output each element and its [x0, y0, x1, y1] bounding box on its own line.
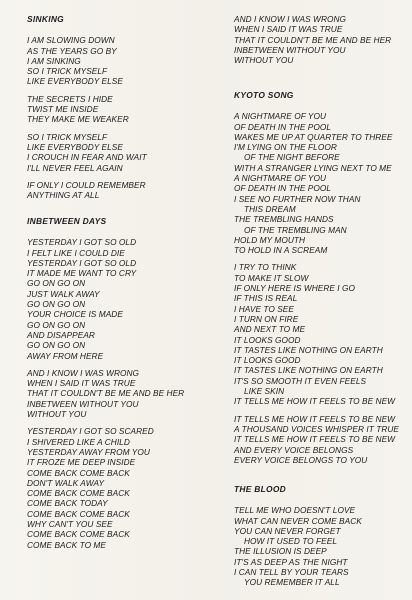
- lyric-line: LIKE SKIN: [244, 386, 285, 397]
- lyric-line: DON'T WALK AWAY: [27, 477, 105, 488]
- lyric-line: EVERY VOICE BELONGS TO YOU: [234, 454, 368, 465]
- lyric-line: IF ONLY I COULD REMEMBER: [27, 179, 146, 190]
- lyric-line: IT LOOKS GOOD: [234, 355, 301, 366]
- lyric-line: YOU CAN NEVER FORGET: [234, 525, 341, 536]
- lyric-line: IT TASTES LIKE NOTHING ON EARTH: [234, 365, 383, 376]
- lyric-line: AS THE YEARS GO BY: [27, 45, 117, 56]
- lyric-line: TO HOLD IN A SCREAM: [234, 245, 328, 256]
- lyric-line: A NIGHTMARE OF YOU: [234, 173, 327, 184]
- stanza: [234, 414, 399, 465]
- song-kyoto-song: [234, 90, 399, 472]
- lyric-line: THAT IT COULDN'T BE ME AND BE HER: [27, 388, 185, 399]
- lyric-line: COME BACK COME BACK: [27, 467, 130, 478]
- lyric-line: AND I KNOW I WAS WRONG: [234, 14, 347, 24]
- lyric-line: I'M LYING ON THE FLOOR: [234, 142, 337, 153]
- lyric-line: ANYTHING AT ALL: [27, 190, 100, 201]
- lyric-line: IT'S AS DEEP AS THE NIGHT: [234, 556, 348, 567]
- lyric-line: I CAN TELL BY YOUR TEARS: [234, 567, 349, 578]
- lyric-line: YESTERDAY I GOT SO SCARED: [27, 426, 154, 437]
- lyric-line: HOLD MY MOUTH: [234, 234, 306, 245]
- lyric-line: OF DEATH IN THE POOL: [234, 183, 332, 194]
- lyric-line: SO I TRICK MYSELF: [27, 131, 108, 142]
- lyric-line: IF ONLY HERE IS WHERE I GO: [234, 283, 356, 294]
- lyric-line: GO ON GO ON: [27, 299, 86, 310]
- lyric-line: WHEN I SAID IT WAS TRUE: [27, 378, 136, 389]
- stanza: [27, 180, 147, 201]
- stanza: [234, 262, 399, 406]
- lyric-line: YESTERDAY I GOT SO OLD: [27, 237, 137, 248]
- lyric-line: AND I KNOW I WAS WRONG: [27, 367, 140, 378]
- lyric-line: I'LL NEVER FEEL AGAIN: [27, 162, 123, 173]
- lyric-line: OF THE TREMBLING MAN: [244, 224, 347, 235]
- lyric-line: IT MADE ME WANT TO CRY: [27, 268, 137, 279]
- lyric-line: IT TASTES LIKE NOTHING ON EARTH: [234, 344, 383, 355]
- lyric-line: INBETWEEN WITHOUT YOU: [234, 44, 346, 55]
- lyric-line: YOUR CHOICE IS MADE: [27, 309, 123, 320]
- lyric-line: TWIST ME INSIDE: [27, 104, 99, 115]
- lyric-line: WHEN I SAID IT WAS TRUE: [234, 24, 343, 35]
- lyric-line: INBETWEEN WITHOUT YOU: [27, 398, 139, 409]
- lyric-line: YOU REMEMBER IT ALL: [244, 577, 340, 588]
- song-inbetween-days: [27, 216, 184, 557]
- lyric-line: THE SECRETS I HIDE: [27, 93, 113, 104]
- stanza: [27, 35, 147, 86]
- lyric-line: LIKE EVERYBODY ELSE: [27, 76, 123, 87]
- song-title: THE BLOOD: [234, 484, 287, 494]
- lyric-line: COME BACK COME BACK: [27, 488, 130, 499]
- stanza: [27, 94, 147, 125]
- lyric-line: LIKE EVERYBODY ELSE: [27, 141, 123, 152]
- lyric-line: COME BACK COME BACK: [27, 508, 130, 519]
- lyric-line: I HAVE TO SEE: [234, 303, 294, 314]
- lyric-line: IT TELLS ME HOW IT FEELS TO BE NEW: [234, 396, 396, 407]
- lyric-line: I CROUCH IN FEAR AND WAIT: [27, 152, 147, 163]
- lyric-line: OF THE NIGHT BEFORE: [244, 152, 340, 163]
- lyric-line: IT FROZE ME DEEP INSIDE: [27, 457, 136, 468]
- lyric-line: AND DISAPPEAR: [27, 329, 95, 340]
- lyric-line: AND NEXT TO ME: [234, 324, 306, 335]
- lyric-line: SO I TRICK MYSELF: [27, 66, 108, 77]
- lyric-line: COME BACK TODAY: [27, 498, 108, 509]
- lyric-line: I AM SINKING: [27, 55, 81, 66]
- lyric-line: WHAT CAN NEVER COME BACK: [234, 515, 362, 526]
- lyric-line: OF DEATH IN THE POOL: [234, 121, 332, 132]
- lyric-line: IF THIS IS REAL: [234, 293, 298, 304]
- lyric-line: AND EVERY VOICE BELONGS: [234, 444, 354, 455]
- lyric-line: IT TELLS ME HOW IT FEELS TO BE NEW: [234, 434, 396, 445]
- lyric-line: AWAY FROM HERE: [27, 350, 104, 361]
- song-title: KYOTO SONG: [234, 90, 294, 100]
- lyric-line: I FELT LIKE I COULD DIE: [27, 247, 125, 258]
- lyric-line: A THOUSAND VOICES WHISPER IT TRUE: [234, 423, 399, 434]
- lyric-line: IT'S SO SMOOTH IT EVEN FEELS: [234, 375, 367, 386]
- stanza: [234, 111, 399, 255]
- lyric-line: IT LOOKS GOOD: [234, 334, 301, 345]
- lyric-line: WAKES ME UP AT QUARTER TO THREE: [234, 131, 393, 142]
- lyric-line: THIS DREAM: [244, 203, 296, 214]
- lyric-line: GO ON GO ON: [27, 340, 86, 351]
- lyric-line: I SEE NO FURTHER NOW THAN: [234, 193, 361, 204]
- stanza: [27, 426, 184, 550]
- lyric-line: THE TREMBLING HANDS: [234, 214, 334, 225]
- lyric-line: A NIGHTMARE OF YOU: [234, 111, 327, 122]
- lyric-line: I TRY TO THINK: [234, 262, 297, 273]
- lyric-line: IT TELLS ME HOW IT FEELS TO BE NEW: [234, 413, 396, 424]
- stanza: [234, 14, 391, 65]
- stanza: [234, 505, 362, 587]
- lyric-line: YESTERDAY AWAY FROM YOU: [27, 446, 150, 457]
- lyric-line: GO ON GO ON: [27, 278, 86, 289]
- lyric-line: THAT IT COULDN'T BE ME AND BE HER: [234, 34, 392, 45]
- lyric-line: THEY MAKE ME WEAKER: [27, 114, 129, 125]
- lyric-line: HOW IT USED TO FEEL: [244, 536, 337, 547]
- lyric-line: WITH A STRANGER LYING NEXT TO ME: [234, 162, 392, 173]
- lyric-line: WHY CAN'T YOU SEE: [27, 519, 113, 530]
- stanza: [27, 132, 147, 173]
- lyric-line: TO MAKE IT SLOW: [234, 272, 309, 283]
- lyric-line: GO ON GO ON: [27, 319, 86, 330]
- lyric-line: I TURN ON FIRE: [234, 313, 299, 324]
- lyric-line: COME BACK COME BACK: [27, 529, 130, 540]
- song-the-blood: [234, 484, 362, 595]
- song-continued: [234, 14, 391, 72]
- lyric-line: I SHIVERED LIKE A CHILD: [27, 436, 130, 447]
- lyric-line: WITHOUT YOU: [27, 409, 87, 420]
- lyric-line: WITHOUT YOU: [234, 55, 294, 66]
- lyric-line: I AM SLOWING DOWN: [27, 35, 115, 46]
- lyric-line: YESTERDAY I GOT SO OLD: [27, 257, 137, 268]
- song-sinking: [27, 14, 147, 207]
- song-title: INBETWEEN DAYS: [27, 216, 107, 226]
- lyric-line: TELL ME WHO DOESN'T LOVE: [234, 505, 356, 516]
- stanza: [27, 368, 184, 419]
- lyric-line: THE ILLUSION IS DEEP: [234, 546, 327, 557]
- song-title: SINKING: [27, 14, 64, 24]
- lyric-line: COME BACK TO ME: [27, 539, 106, 550]
- lyric-line: JUST WALK AWAY: [27, 288, 100, 299]
- stanza: [27, 237, 184, 361]
